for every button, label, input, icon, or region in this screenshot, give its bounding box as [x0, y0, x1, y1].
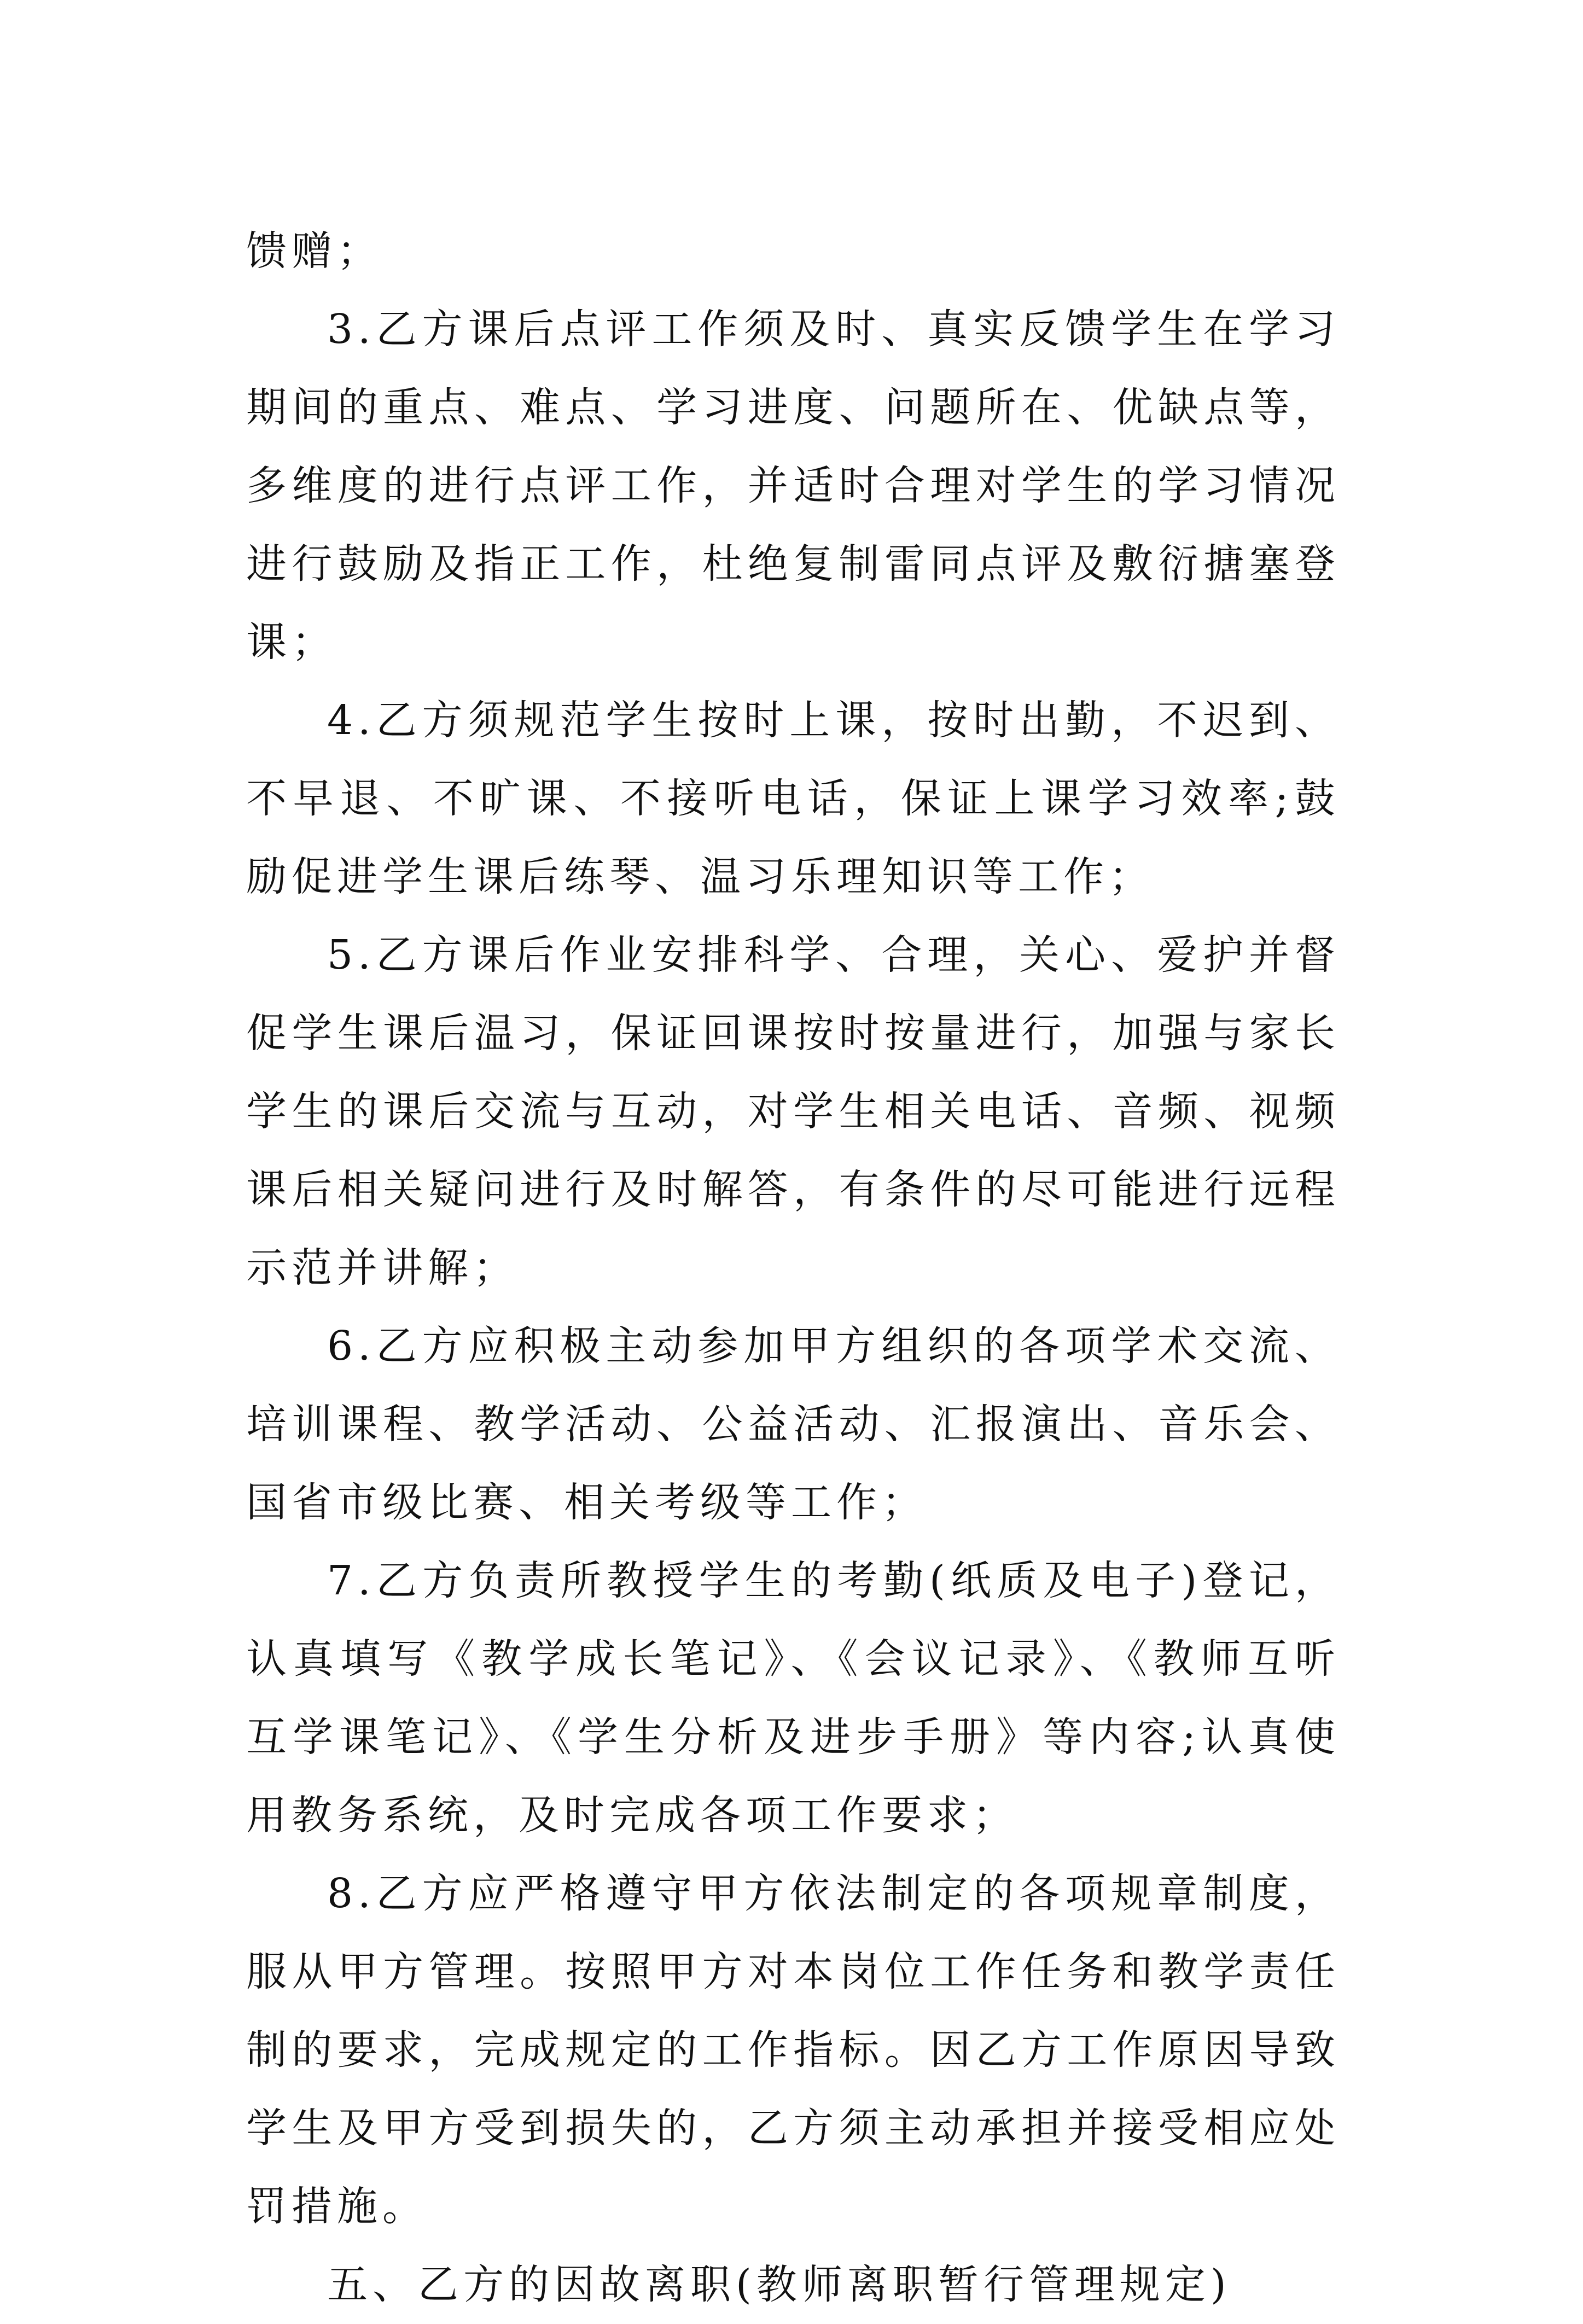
clause-8: 8.乙方应严格遵守甲方依法制定的各项规章制度，服从甲方管理。按照甲方对本岗位工作任务和教学责任制的要求，完成规定的工作指标。因乙方工作原因导致学生及甲方受到损失的，乙方须主动承担并接受相应处罚措施。 — [246, 1870, 1340, 2230]
clause-3: 3.乙方课后点评工作须及时、真实反馈学生在学习期间的重点、难点、学习进度、问题所在、优缺点等，多维度的进行点评工作，并适时合理对学生的学习情况进行鼓励及指正工作，杜绝复制雷同点评及敷衍搪塞登课； — [246, 306, 1340, 666]
clause-4: 4.乙方须规范学生按时上课，按时出勤，不迟到、不早退、不旷课、不接听电话，保证上课学习效率;鼓励促进学生课后练琴、温习乐理知识等工作； — [246, 697, 1340, 900]
document-body — [246, 212, 1340, 2324]
clause-6: 6.乙方应积极主动参加甲方组织的各项学术交流、培训课程、教学活动、公益活动、汇报演出、音乐会、国省市级比赛、相关考级等工作； — [246, 1323, 1340, 1526]
continuation-text: 馈赠； — [246, 228, 382, 275]
clause-7: 7.乙方负责所教授学生的考勤(纸质及电子)登记，认真填写《教学成长笔记》、《会议记录》、《教师互听互学课笔记》、《学生分析及进步手册》等内容;认真使用教务系统，及时完成各项工作要求； — [246, 1557, 1340, 1839]
clause-5: 5.乙方课后作业安排科学、合理，关心、爱护并督促学生课后温习，保证回课按时按量进行，加强与家长学生的课后交流与互动，对学生相关电话、音频、视频课后相关疑问进行及时解答，有条件的尽可能进行远程示范并讲解； — [246, 931, 1340, 1291]
section-heading: 五、乙方的因故离职(教师离职暂行管理规定) — [327, 2261, 1231, 2308]
